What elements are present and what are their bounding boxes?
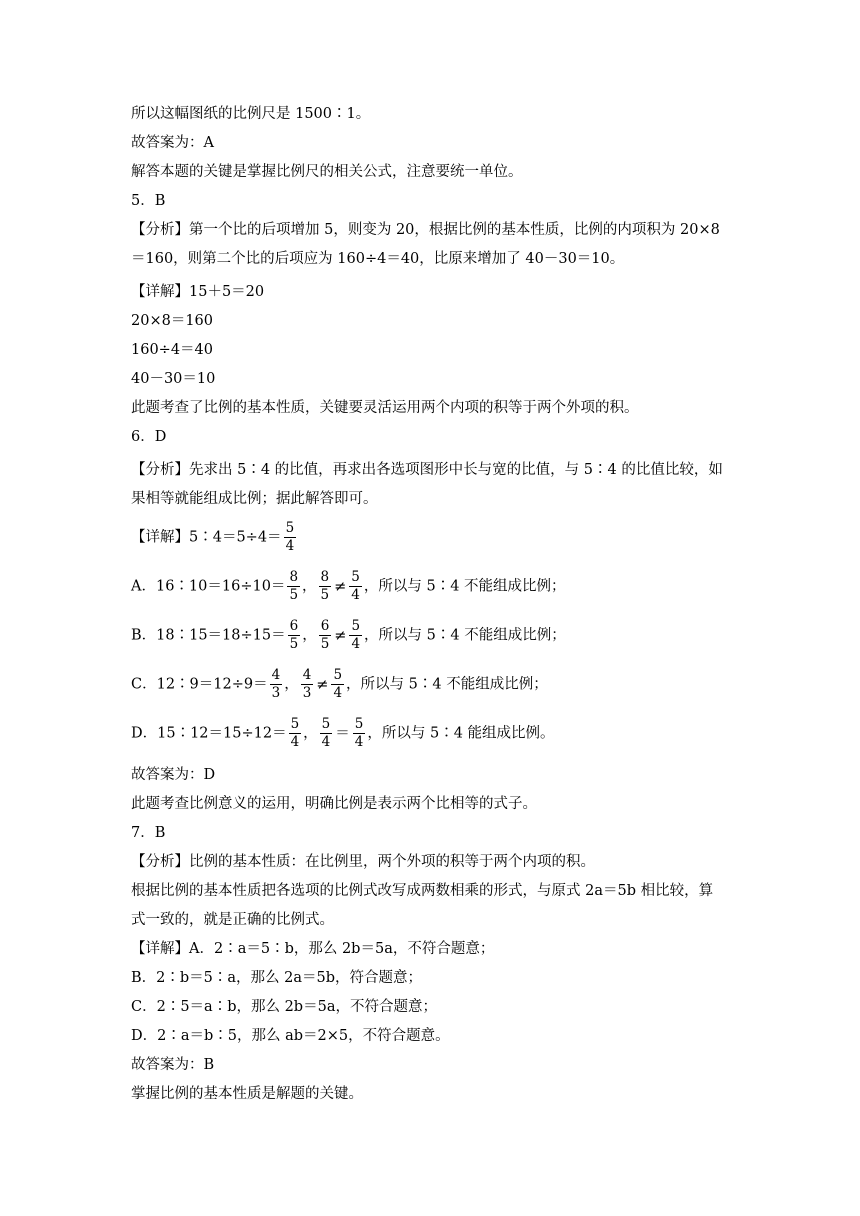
relation-symbol: ≠ bbox=[334, 578, 347, 595]
solution-line bbox=[131, 520, 298, 555]
fraction bbox=[270, 667, 283, 702]
solution-text: B．2∶b＝5∶a，那么 2a＝5b，符合题意； bbox=[131, 970, 423, 986]
relation-symbol: ＝ bbox=[335, 725, 350, 742]
denominator: 4 bbox=[333, 685, 343, 701]
solution-text: 【详解】A．2∶a＝5∶b，那么 2b＝5a，不符合题意； bbox=[131, 941, 495, 957]
fraction bbox=[319, 618, 332, 653]
numerator: 5 bbox=[333, 667, 343, 683]
conclusion-text: 此题考查比例意义的运用，明确比例是表示两个比相等的式子。 bbox=[131, 796, 537, 812]
fraction bbox=[353, 716, 366, 751]
numerator: 5 bbox=[351, 618, 361, 634]
denominator: 5 bbox=[289, 587, 299, 603]
denominator: 3 bbox=[271, 685, 281, 701]
option-conclusion: ，所以与 5∶4 不能组成比例； bbox=[364, 627, 566, 644]
denominator: 4 bbox=[351, 636, 361, 652]
separator: ， bbox=[302, 627, 317, 644]
analysis-text: 【分析】先求出 5∶4 的比值，再求出各选项图形中长与宽的比值，与 5∶4 的比值比较，如 bbox=[131, 462, 723, 478]
numerator: 6 bbox=[289, 618, 299, 634]
solution-text: C．2∶5＝a∶b，那么 2b＝5a，不符合题意； bbox=[131, 999, 437, 1015]
question-number: 6．D bbox=[131, 429, 167, 445]
fraction bbox=[287, 569, 300, 604]
answer-text: 故答案为：B bbox=[131, 1057, 215, 1073]
option-conclusion: ，所以与 5∶4 不能组成比例； bbox=[346, 676, 548, 693]
fraction bbox=[331, 667, 344, 702]
numerator: 8 bbox=[320, 569, 330, 585]
fraction bbox=[319, 569, 332, 604]
text-line: 故答案为：A bbox=[131, 135, 214, 151]
analysis-text: ＝160，则第二个比的后项应为 160÷4＝40，比原来增加了 40－30＝10。 bbox=[131, 251, 625, 267]
solution-text: D．2∶a＝b∶5，那么 ab＝2×5，不符合题意。 bbox=[131, 1028, 450, 1044]
option-a-line bbox=[131, 569, 566, 604]
solution-text: 【详解】5∶4＝5÷4＝ bbox=[131, 529, 282, 546]
separator: ， bbox=[302, 578, 317, 595]
question-number: 7．B bbox=[131, 825, 166, 841]
conclusion-text: 此题考查了比例的基本性质，关键要灵活运用两个内项的积等于两个外项的积。 bbox=[131, 400, 639, 416]
numerator: 8 bbox=[289, 569, 299, 585]
analysis-text: 【分析】第一个比的后项增加 5，则变为 20，根据比例的基本性质，比例的内项积为 20×8 bbox=[131, 222, 720, 238]
conclusion-text: 掌握比例的基本性质是解题的关键。 bbox=[131, 1086, 363, 1102]
fraction bbox=[289, 716, 302, 751]
numerator: 6 bbox=[320, 618, 330, 634]
relation-symbol: ≠ bbox=[316, 676, 329, 693]
answer-text: 故答案为：D bbox=[131, 767, 216, 783]
option-conclusion: ，所以与 5∶4 不能组成比例； bbox=[363, 578, 566, 595]
fraction bbox=[284, 520, 297, 555]
denominator: 5 bbox=[320, 636, 330, 652]
solution-step: 40－30＝10 bbox=[131, 371, 216, 387]
fraction bbox=[349, 569, 362, 604]
denominator: 5 bbox=[289, 636, 299, 652]
option-b-line bbox=[131, 618, 566, 653]
option-text: C．12∶9＝12÷9＝ bbox=[131, 676, 268, 693]
denominator: 4 bbox=[351, 587, 360, 603]
solution-step: 20×8＝160 bbox=[131, 313, 214, 329]
option-conclusion: ，所以与 5∶4 能组成比例。 bbox=[367, 725, 555, 742]
numerator: 5 bbox=[285, 520, 295, 536]
fraction bbox=[288, 618, 301, 653]
denominator: 5 bbox=[320, 587, 330, 603]
analysis-text: 根据比例的基本性质把各选项的比例式改写成两数相乘的形式，与原式 2a＝5b 相比较，算 bbox=[131, 883, 714, 899]
denominator: 4 bbox=[290, 734, 300, 750]
separator: ， bbox=[303, 725, 318, 742]
analysis-text: 【分析】比例的基本性质：在比例里，两个外项的积等于两个内项的积。 bbox=[131, 854, 595, 870]
question-number: 5．B bbox=[131, 193, 166, 209]
option-text: D．15∶12＝15÷12＝ bbox=[131, 725, 287, 742]
denominator: 4 bbox=[354, 734, 364, 750]
numerator: 5 bbox=[321, 716, 331, 732]
numerator: 5 bbox=[290, 716, 300, 732]
solution-text: 【详解】15＋5＝20 bbox=[131, 284, 265, 300]
numerator: 5 bbox=[354, 716, 364, 732]
numerator: 5 bbox=[351, 569, 360, 585]
relation-symbol: ≠ bbox=[334, 627, 347, 644]
option-text: A．16∶10＝16÷10＝ bbox=[131, 578, 286, 595]
analysis-text: 果相等就能组成比例；据此解答即可。 bbox=[131, 491, 378, 507]
analysis-text: 式一致的，就是正确的比例式。 bbox=[131, 912, 334, 928]
numerator: 4 bbox=[302, 667, 312, 683]
numerator: 4 bbox=[271, 667, 281, 683]
denominator: 3 bbox=[302, 685, 312, 701]
option-c-line bbox=[131, 667, 548, 702]
option-text: B．18∶15＝18÷15＝ bbox=[131, 627, 286, 644]
text-line: 所以这幅图纸的比例尺是 1500∶1。 bbox=[131, 106, 371, 122]
fraction bbox=[320, 716, 333, 751]
fraction bbox=[349, 618, 362, 653]
separator: ， bbox=[284, 676, 299, 693]
text-line: 解答本题的关键是掌握比例尺的相关公式，注意要统一单位。 bbox=[131, 164, 523, 180]
fraction bbox=[301, 667, 314, 702]
denominator: 4 bbox=[321, 734, 331, 750]
option-d-line bbox=[131, 716, 555, 751]
denominator: 4 bbox=[285, 538, 295, 554]
solution-step: 160÷4＝40 bbox=[131, 342, 214, 358]
